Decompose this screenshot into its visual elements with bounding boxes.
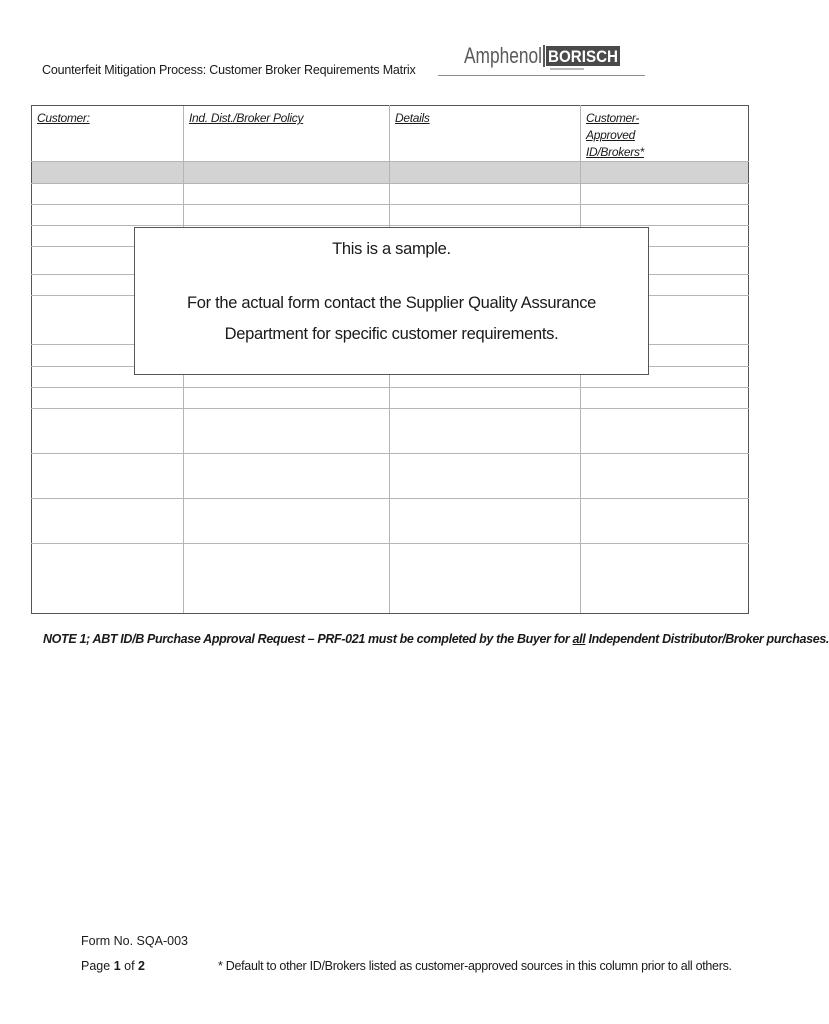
table-row: [32, 499, 749, 544]
table-row: [32, 454, 749, 499]
table-row: [32, 544, 749, 614]
table-row: [32, 205, 749, 226]
column-header-approved-brokers: Customer- Approved ID/Brokers*: [586, 111, 645, 159]
sample-notice-body: For the actual form contact the Supplier Quality Assurance Department for specific customer requirements.: [186, 294, 597, 343]
document-title: Counterfeit Mitigation Process: Customer Broker Requirements Matrix: [42, 63, 416, 77]
page-indicator: Page 1 of 2: [81, 959, 145, 973]
table-row: [32, 184, 749, 205]
approved-sources-footnote: * Default to other ID/Brokers listed as customer-approved sources in this column prior to all others.: [218, 959, 732, 973]
column-header-customer: Customer:: [37, 111, 90, 125]
sample-notice-heading: This is a sample.: [332, 240, 451, 258]
form-number: Form No. SQA-003: [81, 934, 188, 948]
sample-notice-box: [134, 227, 649, 375]
column-header-details: Details: [395, 111, 430, 125]
borisch-wordmark: BORISCH: [548, 47, 618, 66]
header-rule: [438, 75, 645, 76]
amphenol-wordmark: Amphenol: [464, 43, 542, 68]
table-row: [32, 409, 749, 454]
header-row: [32, 106, 749, 162]
column-header-broker-policy: Ind. Dist./Broker Policy: [189, 111, 304, 125]
purchase-approval-note: NOTE 1; ABT ID/B Purchase Approval Request – PRF-021 must be completed by the Buyer for all Independent Distributor/Broker purchases.: [43, 632, 829, 646]
table-row: [32, 388, 749, 409]
amphenol-borisch-logo: [438, 38, 646, 78]
shaded-row: [32, 162, 749, 184]
note-emphasis: all: [572, 632, 586, 646]
